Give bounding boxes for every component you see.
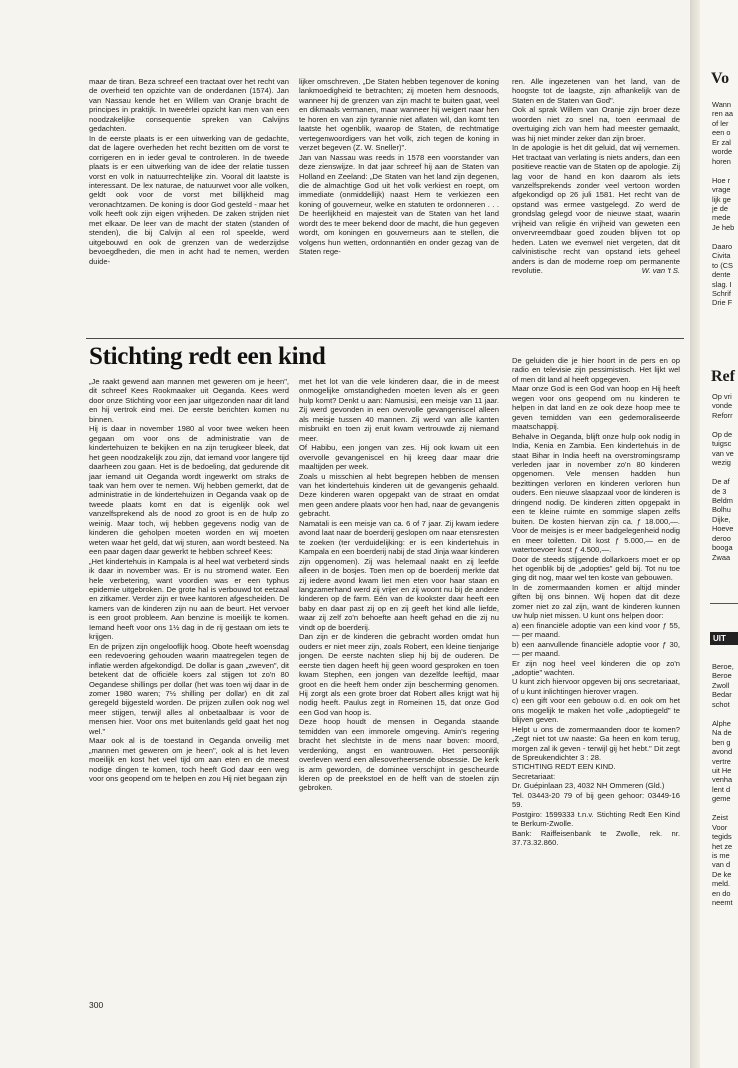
next-page-line-fragment: ren aa (712, 109, 733, 119)
next-page-line-fragment: Dijke, (712, 514, 731, 524)
page-gutter (690, 0, 700, 1068)
next-page-line-fragment: Op vri (712, 392, 732, 401)
next-page-line-fragment: Op de (712, 429, 733, 439)
next-page-line-fragment: de 3 (712, 486, 727, 496)
next-page-line-fragment: Alphe (712, 718, 731, 728)
continued-article-column-3 (512, 77, 680, 276)
paragraph: In de eerste plaats is er een uitwerking van de gedachte, dat de lagere overheden het recht bezitten om de vorst te corrigeren en in ieder geval te controleren. In de tweede plaats is er een uitwerking van de idee der relatie tussen vorst en volk in natuurrechtelijke zin. Vooral dit laatste is interessant. De lex naturae, de natuurwet voor alle volken, geldt ook voor de vorst met billijkheid mag veronachtzamen. De koning is door God gesteld - maar het volk heeft ook zijn eigen vrijheden. De zaken strijden niet met elkaar. De leer van de macht der staten (standen of stenden), die bij Calvijn al een rol speelde, werd uitgebouwd en ook de grenzen van de wederzijdse bevoegdheden, die men in acht had te nemen, werden duide- (89, 133, 289, 266)
next-page-line-fragment: deroo (712, 533, 731, 543)
paragraph: De geluiden die je hier hoort in de pers en op radio en televisie zijn pessimistisch. Het lijkt wel of men dit land al heeft opgegeven. (512, 356, 680, 384)
next-page-line-fragment: of ler (712, 118, 729, 128)
next-page-line-fragment: Civita (712, 251, 731, 261)
paragraph (512, 143, 680, 275)
next-page-line-fragment: lijk ge (712, 194, 731, 204)
paragraph: Maar onze God is een God van hoop en Hij heeft wegen voor ons geopend om nu kinderen te helpen in dat land en ze ook deze hoop mee te geven temidden van een gedemoraliseerde maatschappij. (512, 384, 680, 432)
paragraph: Zoals u misschien al hebt begrepen hebben de mensen van het kindertehuis kinderen uit de gevangenis gehaald. Deze kinderen waren opgepakt van de straat en omdat men geen andere plaats voor hen had, naar de gevangenis gebracht. (299, 471, 499, 519)
next-page-line-fragment: geme (712, 794, 731, 804)
next-page-line-fragment: mede (712, 213, 731, 223)
paragraph: Behalve in Oeganda, blijft onze hulp ook nodig in India, Kenia en Zambia. Een kindertehuis in de staat Bihar in India heeft na overstromingsramp verleden jaar in november zo'n 80 kinderen opgenomen. Vele mensen hadden hun bezittingen verloren en kinderen verloren hun ouders. Een nieuwe slaapzaal voor de kinderen is dringend nodig. De kinderen zitten opgepakt in een te kleine ruimte en sommige slapen zelfs buiten. De kosten hiervan zijn ca. ƒ 18.000,—. Voor de meisjes is er meer badgelegenheid nodig en meer toiletten. Dit kost ƒ 5.000,— en de watertoevoer kost ƒ 4.500,—. (512, 431, 680, 555)
next-page-line-fragment: Zeist (712, 813, 729, 823)
author-signature: W. van 't S. (641, 266, 680, 276)
next-page-line-fragment: booga (712, 543, 733, 553)
section-divider (86, 338, 684, 339)
next-page-line-fragment: is me (712, 851, 730, 860)
paragraph: ren. Alle ingezetenen van het land, van de hoogste tot de laagste, zijn afhankelijk van de Staten en de Staten van God". (512, 77, 680, 105)
paragraph: „Je raakt gewend aan mannen met geweren om je heen", dit schreef Kees Rookmaaker uit Oeganda. Kees werd door onze Stichting voor een jaar uitgezonden naar dit land en hij vertrok eind mei. De eerste berichten komen nu binnen. (89, 377, 289, 424)
continued-article-column-1 (89, 77, 289, 266)
next-page-line-fragment: Zwaa (712, 552, 731, 562)
address-line: Bank: Raiffeisenbank te Zwolle, rek. nr. 37.73.32.860. (512, 828, 680, 848)
next-page-line-fragment: van d (712, 860, 731, 870)
next-page-line-fragment: Voor (712, 822, 728, 832)
list-item: c) een gift voor een gebouw o.d. en ook om het ons mogelijk te maken het volle „adoptiegeld" te blijven geven. (512, 696, 680, 725)
paragraph: Ook al sprak Willem van Oranje zijn broer deze woorden niet zo snel na, toen eenmaal de overtuiging zich van hem had meester gemaakt, was hij niet minder zeker dan zijn broer. (512, 105, 680, 143)
address-line: STICHTING REDT EEN KIND. (512, 762, 616, 772)
next-page-line-fragment: vrage (712, 185, 731, 195)
next-page-line-fragment: De ke (712, 869, 732, 879)
next-page-line-fragment: slag. I (712, 279, 732, 289)
next-page-line-fragment: Beroe (712, 671, 732, 681)
paragraph: „Het kindertehuis in Kampala is al heel wat verbeterd sinds ik daar in november was. Er is nu stromend water. Een hele verbetering, want voordien was er een typhus epidemie uitgebroken. De grote hal is verbouwd tot eetzaal en zitkamer. Verder zijn er twee kantoren afgescheiden. De kamers van de kinderen zijn nu aan de beurt. Het vervoer is een groot probleem. Aan benzine is moeilijk te komen. Iemand heeft voor ons 1½ dag in de rij gestaan om iets te krijgen. (89, 556, 289, 642)
next-page-line-fragment: dente (712, 270, 731, 280)
paragraph: In de zomermaanden komen er altijd minder giften bij ons binnen. Wij hopen dat dit deze zomer niet zo zal zijn, want de kinderen kunnen uw hulp niet missen. U kunt ons helpen door: (512, 582, 680, 621)
next-page-line-fragment: Schrif (712, 289, 731, 298)
next-page-line-fragment: Bolhu (712, 505, 731, 515)
address-line: Dr. Guépinlaan 23, 4032 NH Ommeren (Gld.) (512, 781, 665, 791)
next-page-line-fragment: Reforr (712, 410, 733, 420)
next-page-line-fragment: avond (712, 747, 733, 757)
address-line: Postgiro: 1599333 t.n.v. Stichting Redt Een Kind te Berkum-Zwolle. (512, 809, 680, 829)
paragraph: Maar ook al is de toestand in Oeganda onveilig met „mannen met geweren om je heen", ook al is het leven moeilijk en kost het veel tijd om aan eten en de meest nodige dingen te komen, toch heeft God daar een weg voor ons geopend om te helpen en zou Hij niet begaan zijn (89, 736, 289, 784)
address-line: Tel. 03443-20 79 of bij geen gehoor: 03449-16 59. (512, 790, 680, 810)
next-page-line-fragment: een o (712, 128, 731, 138)
paragraph: maar de tiran. Beza schreef een tractaat over het recht van de overheid ten opzichte van de onderdanen (1574). Jan van Nassau kende het en Willem van Oranje bracht de principes in praktijk. In tweeërlei opzicht kan men van een noodzakelijke consequentie spreken van Calvijns gedachten. (89, 77, 289, 134)
next-page-line-fragment: De af (712, 477, 730, 487)
next-page-line-fragment: venha (712, 775, 733, 785)
paragraph: Door de steeds stijgende dollarkoers moet er op het ogenblik bij de „adopties" geld bij. Tot nu toe ging dit nog, maar wel ten koste van gebouwen. (512, 554, 680, 583)
paragraph: Deze hoop houdt de mensen in Oeganda staande temidden van een immorele omgeving. Amin's regering bracht het slechtste in de mens naar boven: moord, verdenking, angst en wantrouwen. Het persoonlijk overleven werd een allesoverheersende obsessie. De kerk is arm geworden, de dominee verschijnt in gescheurde kleren op de preekstoel en de helft van de stoelen zijn gebroken. (299, 717, 499, 793)
next-page-line-fragment: Hoeve (712, 524, 734, 534)
article-column-3 (512, 356, 680, 848)
next-page-edge (700, 0, 738, 1068)
paragraph: Namatali is een meisje van ca. 6 of 7 jaar. Zij kwam iedere avond laat naar de boerderij geslopen om naar etensresten te zoeken (ter verduidelijking: er is een kindertehuis in Kampala en een boerderij nabij de stad Jinja waar kinderen zijn opgenomen). Zij was helemaal naakt en zij leefde alleen in de bosjes. Toen men op de boerderij merkte dat zij iedere avond kwam liet men eten voor haar staan en langzamerhand werd zij vrijer en zij woont nu bij de andere kinderen op de farm. Eén van de kookster daar heeft een baby en daar past zij op en zij geeft het kind alle liefde, waar zij zelf zo'n behoefte aan heeft gehad en die zij nu vindt op de boerderij. (299, 518, 499, 632)
next-page-line-fragment: je de (712, 203, 729, 213)
paragraph: Er zijn nog heel veel kinderen die op zo'n „adoptie" wachten. (512, 658, 680, 677)
next-page-section-bar: UIT (710, 632, 738, 645)
paragraph: En de prijzen zijn ongelooflijk hoog. Obote heeft woensdag een redevoering gehouden waarin maatregelen tegen de inflatie werden afgekondigd. De dollar is gaan „zweven", dit betekent dat de officiële koers zal stijgen tot zo'n 80 Oegandese shillings per dollar (het was toen wij daar in de zomer 1980 waren; 7½ shilling per dollar) en dit zal geregeld bijgesteld worden. De prijzen zullen ook nog wel meer stijgen, terwijl alles al onbetaalbaar is voor de mensen hier. Voor ons met buitenlands geld gaat het nog wel." (89, 641, 289, 736)
next-page-line-fragment: Hoe r (712, 175, 731, 185)
article-column-1 (89, 377, 289, 783)
next-page-line-fragment: tuigsc (712, 439, 732, 449)
next-page-line-fragment: vonde (712, 401, 733, 411)
article-headline: Stichting redt een kind (89, 343, 326, 370)
next-page-line-fragment: worde (712, 147, 733, 157)
next-page-line-fragment: to (CS (712, 260, 733, 270)
continued-article-column-2 (299, 77, 499, 257)
next-page-line-fragment: neemt (712, 898, 733, 908)
list-item: b) een aanvullende financiële adoptie voor ƒ 30,— per maand. (512, 639, 680, 659)
next-page-line-fragment: meld. (712, 879, 731, 889)
next-page-line-fragment: Beroe, (712, 662, 734, 671)
address-line: Secretariaat: (512, 771, 556, 781)
paragraph: met het lot van die vele kinderen daar, die in de meest onmogelijke omstandigheden moeten leven als er geen hulp komt? Denkt u aan: Namusisi, een meisje van 11 jaar. Zij werd gevonden in een overvolle gevangeniscel alleen als meisje tussen 40 mannen. Zij werd van alle kanten misbruikt en toen zij eruit kwam vertrouwde zij niemand meer. (299, 377, 499, 443)
next-page-line-fragment: Daaro (712, 241, 733, 251)
next-page-line-fragment: Beldm (712, 495, 733, 505)
next-page-heading: Vo (711, 70, 730, 87)
paragraph: Dan zijn er de kinderen die gebracht worden omdat hun ouders er niet meer zijn, zoals Robert, een kleine tienjarige jongen. De eerste nachten sliep hij bij de ouderen. De eerste tien dagen heeft hij geen woord gesproken en toen kwam Stephen, een jongen van dezelfde leeftijd, maar groot en die heeft hem onder zijn bescherming genomen. Hij zorgt als een grote broer dat Robert alles krijgt wat hij nodig heeft. Paulus zegt in Romeinen 15, dat onze God een God van hoop is. (299, 632, 499, 717)
paragraph: U kunt zich hiervoor opgeven bij ons secretariaat, of u kunt inlichtingen hierover vragen. (512, 677, 680, 696)
next-page-line-fragment: Drie F (712, 298, 733, 308)
paragraph: Helpt u ons de zomermaanden door te komen? „Zegt niet tot uw naaste: Ga heen en kom terug, morgen zal ik geven - terwijl gij het hebt." Dit zegt de Spreukendichter 3 : 28. (512, 724, 680, 763)
paragraph: Jan van Nassau was reeds in 1578 een voorstander van deze zienswijze. In dat jaar schreef hij aan de Staten van Holland en Zeeland: „De Staten van het land zijn degenen, die de almachtige God uit het volk verkiest en roept, om immediate (onmiddellijk) naast Hem te verkiezen een koning of gouverneur, welke en statuten te ordonneren . . . De heerlijkheid en majesteit van de Staten van het land wordt des te meer bekend door de macht, die hun gegeven wordt, om koningen en gouverneurs aan te stellen, die volgens hun wetten, ordonnantiën en onder gezag van de Staten rege- (299, 152, 499, 257)
paragraph-text: In de apologie is het dit geluid, dat wij vernemen. Het tractaat van verlating is niets anders, dan een positieve reactie van de Staten op de apologie. Zij lag voor de hand en kon daarom als iets vanzelfsprekends zonder veel vertoon worden afgekondigd op 26 juli 1581. Het recht van de opstand was ermee vastgelegd. Zo werd de grondslag gelegd voor de nieuwe staat, waarin vrijheid van religie én vrijheid van geweten een onvervreemdbaar goed zouden blijven tot op heden. Laten we evenwel niet vergeten, dat dit calvinistische recht van opstand iets geheel anders is dan de moderne roep om permanente revolutie. (512, 143, 681, 276)
list-item: a) een financiële adoptie van een kind voor ƒ 55,— per maand. (512, 620, 680, 640)
next-page-line-fragment: vertre (712, 756, 731, 766)
next-page-line-fragment: uit He (712, 765, 732, 775)
next-page-line-fragment: het ze (712, 841, 733, 851)
next-page-line-fragment: ben g (712, 737, 731, 747)
paragraph: lijker omschreven. „De Staten hebben tegenover de koning lankmoedigheid te betrachten; zij moeten hem desnoods, wanneer hij de grenzen van zijn macht te buiten gaat, veel en dikmaals vermanen, maar wanneer hij weigert naar hen te horen en van zijn tyrannie niet aflaten wil, dan komt ten laatste het ogenblik, waarop de Staten, de rechtmatige vertegenwoordigers van het volk, zich tegen de koning in verzet begeven (Z. W. Sneller)". (299, 77, 499, 153)
next-page-line-fragment: en do (712, 888, 731, 898)
next-page-line-fragment: Wann (712, 100, 732, 109)
next-page-divider (710, 603, 738, 604)
next-page-heading: Ref (711, 368, 735, 385)
next-page-line-fragment: horen (712, 156, 731, 166)
next-page-line-fragment: Bedar (712, 690, 732, 700)
next-page-line-fragment: lent d (712, 784, 731, 794)
page-number: 300 (89, 1000, 104, 1010)
next-page-line-fragment: van ve (712, 448, 734, 458)
next-page-line-fragment: tegids (712, 832, 732, 842)
article-column-2 (299, 377, 499, 793)
next-page-line-fragment: Er zal (712, 137, 731, 147)
next-page-line-fragment: Na de (712, 728, 732, 738)
paragraph: Hij is daar in november 1980 al voor twee weken heen gegaan om voor ons de administratie van de kindertehuizen te bekijken en na zijn terugkeer bleek, dat het geen noodzakelijk zou zijn, dat iemand voor langere tijd daarheen zou gaan. Het is de bedoeling, dat gedurende dit jaar iemand uit Oeganda wordt ingewerkt om straks de taak van hem over te nemen. Wij hebben gemerkt, dat de administratie in de kindertehuizen in Oeganda vaak op de tweede plaats komt en dat is eigenlijk ook wel vanzelfsprekend als de nood zo groot is en de hulp zo weinig. Maar toch, wij hebben gegevens nodig van de kinderen die geholpen moeten worden en wij moeten weten waar het geld, dat wij sturen, aan wordt besteed. Na een paar dagen daar gewerkt te hebben schreef Kees: (89, 424, 289, 557)
next-page-line-fragment: schot (712, 699, 730, 709)
paragraph: Of Habibu, een jongen van zes. Hij ook kwam uit een overvolle gevangeniscel en hij kreeg daar maar drie maaltijden per week. (299, 443, 499, 472)
next-page-line-fragment: wezig (712, 458, 731, 468)
next-page-line-fragment: Je heb (712, 222, 735, 232)
next-page-line-fragment: Zwoll (712, 680, 730, 690)
